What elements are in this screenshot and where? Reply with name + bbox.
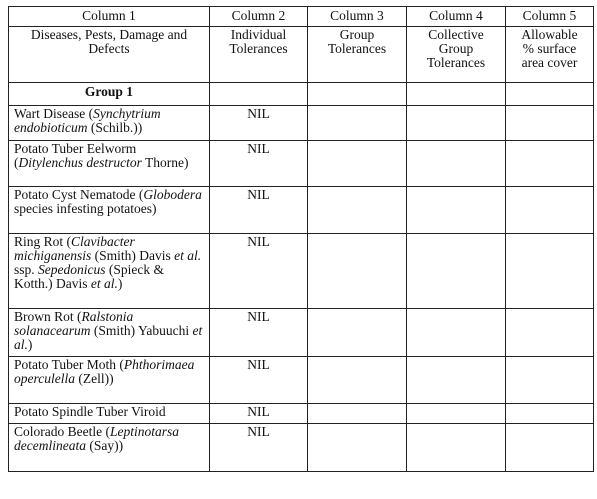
italic-name: et al.	[174, 248, 202, 263]
column-heading: Group Tolerances	[308, 27, 407, 83]
empty-cell	[308, 187, 407, 234]
italic-name: Leptinotarsa decemlineata	[14, 424, 179, 453]
pest-name	[9, 309, 210, 357]
group-row	[9, 83, 594, 106]
pest-name	[9, 357, 210, 404]
name-text: )	[117, 276, 123, 291]
table-row	[9, 424, 594, 472]
empty-cell	[308, 234, 407, 309]
empty-cell	[308, 141, 407, 187]
name-text: Brown Rot (	[14, 309, 82, 324]
empty-cell	[506, 106, 594, 141]
italic-name: et al.	[14, 323, 203, 352]
name-text: (Schilb.))	[87, 120, 143, 135]
column-heading: Diseases, Pests, Damage and Defects	[9, 27, 210, 83]
individual-tolerance: NIL	[210, 424, 308, 472]
empty-cell	[308, 404, 407, 424]
table-row	[9, 141, 594, 187]
italic-name: Globodera	[143, 187, 202, 202]
table-row	[9, 106, 594, 141]
name-text: )	[27, 337, 33, 352]
name-text: Potato Tuber Eelworm (	[14, 141, 137, 170]
name-text: (Spieck & Kotth.) Davis	[14, 262, 164, 291]
empty-cell	[506, 234, 594, 309]
name-text: Ring Rot (	[14, 234, 72, 249]
name-text: ssp.	[14, 262, 39, 277]
italic-name: Synchytrium endobioticum	[14, 106, 161, 135]
name-text: species infesting potatoes)	[14, 201, 157, 216]
pest-name	[9, 106, 210, 141]
name-text: (Smith) Davis	[91, 248, 175, 263]
name-text: (Smith) Yabuuchi	[90, 323, 193, 338]
name-text: (Zell))	[74, 371, 114, 386]
empty-cell	[407, 404, 506, 424]
empty-cell	[407, 141, 506, 187]
column-number: Column 2	[210, 7, 308, 27]
individual-tolerance: NIL	[210, 357, 308, 404]
empty-cell	[506, 404, 594, 424]
empty-cell	[407, 106, 506, 141]
table-row	[9, 309, 594, 357]
empty-cell	[407, 309, 506, 357]
italic-name: Phthorimaea operculella	[14, 357, 195, 386]
column-heading-row	[9, 27, 594, 83]
italic-name: Clavibacter michiganensis	[14, 234, 135, 263]
empty-cell	[506, 187, 594, 234]
individual-tolerance: NIL	[210, 234, 308, 309]
individual-tolerance: NIL	[210, 309, 308, 357]
empty-cell	[308, 357, 407, 404]
table-body	[9, 106, 594, 472]
empty-cell	[308, 424, 407, 472]
individual-tolerance: NIL	[210, 187, 308, 234]
group-label: Group 1	[9, 83, 210, 106]
table-row	[9, 234, 594, 309]
tolerances-table	[8, 6, 594, 472]
pest-name	[9, 187, 210, 234]
column-heading: Allowable % surface area cover	[506, 27, 594, 83]
italic-name: Sepedonicus	[38, 262, 106, 277]
column-number: Column 5	[506, 7, 594, 27]
empty-cell	[506, 141, 594, 187]
empty-cell	[407, 187, 506, 234]
italic-name: Ralstonia solanacearum	[14, 309, 134, 338]
empty-cell	[407, 234, 506, 309]
name-text: Thorne)	[141, 155, 189, 170]
italic-name: et al.	[90, 276, 118, 291]
table-row	[9, 404, 594, 424]
pest-name	[9, 404, 210, 424]
empty-cell	[506, 357, 594, 404]
table-row	[9, 187, 594, 234]
pest-name	[9, 424, 210, 472]
column-number-row	[9, 7, 594, 27]
empty-cell	[407, 357, 506, 404]
individual-tolerance: NIL	[210, 141, 308, 187]
column-heading: Collective Group Tolerances	[407, 27, 506, 83]
column-number: Column 1	[9, 7, 210, 27]
empty-cell	[407, 424, 506, 472]
italic-name: Ditylenchus destructor	[18, 155, 142, 170]
name-text: Wart Disease (	[14, 106, 94, 121]
empty-cell	[506, 309, 594, 357]
individual-tolerance: NIL	[210, 404, 308, 424]
empty-cell	[506, 424, 594, 472]
empty-cell	[308, 106, 407, 141]
name-text: Colorado Beetle (	[14, 424, 110, 439]
column-number: Column 3	[308, 7, 407, 27]
table-row	[9, 357, 594, 404]
empty-cell	[308, 309, 407, 357]
name-text: Potato Spindle Tuber Viroid	[14, 404, 166, 419]
individual-tolerance: NIL	[210, 106, 308, 141]
column-heading: Individual Tolerances	[210, 27, 308, 83]
name-text: (Say))	[85, 438, 124, 453]
pest-name	[9, 141, 210, 187]
column-number: Column 4	[407, 7, 506, 27]
name-text: Potato Tuber Moth (	[14, 357, 124, 372]
pest-name	[9, 234, 210, 309]
name-text: Potato Cyst Nematode (	[14, 187, 144, 202]
